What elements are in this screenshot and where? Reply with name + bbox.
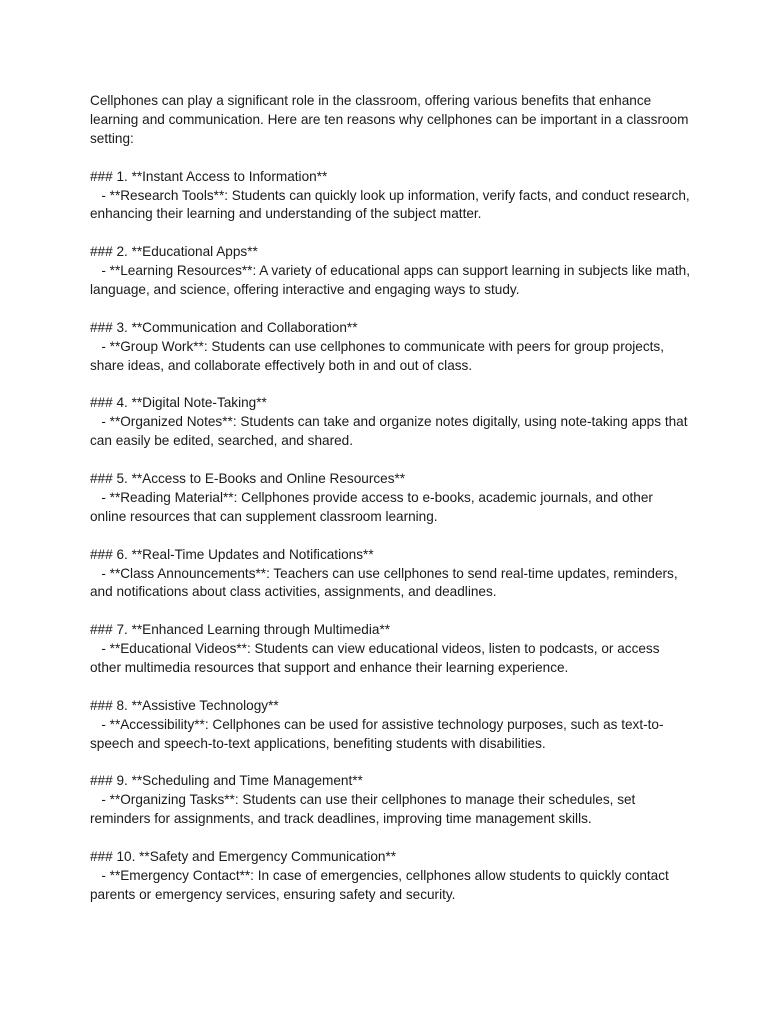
section-bullet: - **Emergency Contact**: In case of emergencies, cellphones allow students to quickly contact parents or emergency services, ensuring safety and security. <box>90 868 673 902</box>
section-9 <box>90 772 690 829</box>
section-7 <box>90 621 690 678</box>
document-page <box>90 92 694 924</box>
section-6 <box>90 546 690 603</box>
section-bullet: - **Reading Material**: Cellphones provide access to e-books, academic journals, and other online resources that can supplement classroom learning. <box>90 489 657 524</box>
section-heading: ### 1. **Instant Access to Information** <box>90 168 328 184</box>
section-1 <box>90 168 694 225</box>
section-heading: ### 5. **Access to E-Books and Online Resources** <box>90 471 406 487</box>
section-bullet: - **Research Tools**: Students can quickly look up information, verify facts, and conduct research, enhancing their learning and understanding of the subject matter. <box>90 187 694 222</box>
section-8 <box>90 697 690 754</box>
section-2 <box>90 243 694 300</box>
section-heading: ### 6. **Real-Time Updates and Notifications** <box>90 546 374 562</box>
section-heading: ### 10. **Safety and Emergency Communication** <box>90 849 397 865</box>
section-bullet: - **Accessibility**: Cellphones can be used for assistive technology purposes, such as text-to-speech and speech-to-text applications, benefiting students with disabilities. <box>90 716 664 751</box>
section-10 <box>90 848 690 905</box>
section-heading: ### 7. **Enhanced Learning through Multimedia** <box>90 622 391 638</box>
section-heading: ### 8. **Assistive Technology** <box>90 697 279 713</box>
section-bullet: - **Learning Resources**: A variety of educational apps can support learning in subjects like math, language, and science, offering interactive and engaging ways to study. <box>90 263 694 298</box>
section-bullet: - **Organizing Tasks**: Students can use their cellphones to manage their schedules, set reminders for assignments, and track deadlines, improving time management skills. <box>90 792 640 827</box>
section-heading: ### 3. **Communication and Collaboration** <box>90 319 358 335</box>
section-bullet: - **Class Announcements**: Teachers can use cellphones to send real-time updates, reminders, and notifications about class activities, assignments, and deadlines. <box>90 565 682 600</box>
section-bullet: - **Educational Videos**: Students can view educational videos, listen to podcasts, or access other multimedia resources that support and enhance their learning experience. <box>90 641 664 676</box>
section-4 <box>90 394 690 451</box>
section-3 <box>90 319 690 376</box>
section-5 <box>90 470 690 527</box>
section-bullet: - **Organized Notes**: Students can take and organize notes digitally, using note-taking apps that can easily be edited, searched, and shared. <box>90 414 692 449</box>
section-heading: ### 4. **Digital Note-Taking** <box>90 395 267 411</box>
section-bullet: - **Group Work**: Students can use cellphones to communicate with peers for group projects, share ideas, and collaborate effectively both in and out of class. <box>90 338 668 373</box>
section-heading: ### 9. **Scheduling and Time Management** <box>90 773 363 789</box>
section-heading: ### 2. **Educational Apps** <box>90 244 258 260</box>
intro-paragraph: Cellphones can play a significant role in the classroom, offering various benefits that enhance learning and communication. Here are ten reasons why cellphones can be important in a classroom setting: <box>90 93 689 146</box>
